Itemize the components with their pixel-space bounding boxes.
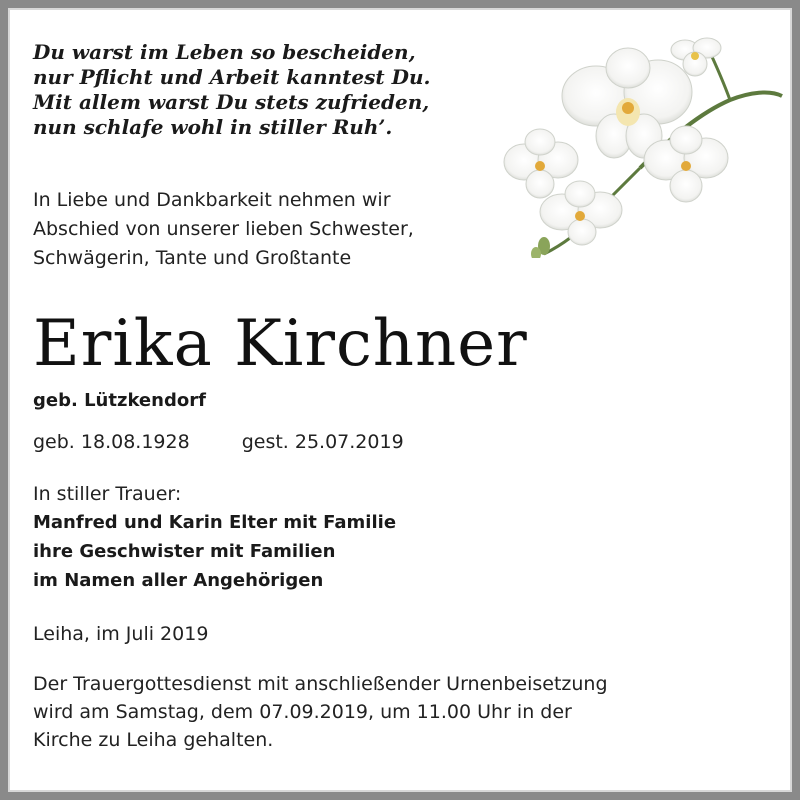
mourner-line: Manfred und Karin Elter mit Familie xyxy=(33,512,397,533)
funeral-service-notice xyxy=(33,670,773,754)
memorial-poem xyxy=(33,40,553,140)
maiden-name: geb. Lützkendorf xyxy=(33,390,206,411)
place-and-date: Leiha, im Juli 2019 xyxy=(33,623,209,645)
intro-line: In Liebe und Dankbarkeit nehmen wir xyxy=(33,189,391,211)
intro-line: Schwägerin, Tante und Großtante xyxy=(33,247,352,269)
poem-line: Mit allem warst Du stets zufrieden, xyxy=(33,90,430,114)
farewell-intro xyxy=(33,186,553,273)
service-line: Der Trauergottesdienst mit anschließender Urnenbeisetzung xyxy=(33,673,608,695)
mourners-list xyxy=(33,508,396,595)
life-dates xyxy=(33,428,404,456)
service-line: wird am Samstag, dem 07.09.2019, um 11.00 Uhr in der xyxy=(33,701,572,723)
mourners-intro: In stiller Trauer: xyxy=(33,483,182,505)
deceased-name: Erika Kirchner xyxy=(33,307,528,381)
service-line: Kirche zu Leiha gehalten. xyxy=(33,729,274,751)
intro-line: Abschied von unserer lieben Schwester, xyxy=(33,218,414,240)
poem-line: nun schlafe wohl in stiller Ruh’. xyxy=(33,115,393,139)
birth-date: geb. 18.08.1928 xyxy=(33,431,190,453)
mourner-line: im Namen aller Angehörigen xyxy=(33,570,324,591)
mourner-line: ihre Geschwister mit Familien xyxy=(33,541,336,562)
poem-line: nur Pflicht und Arbeit kanntest Du. xyxy=(33,65,431,89)
death-date: gest. 25.07.2019 xyxy=(241,431,404,453)
poem-line: Du warst im Leben so bescheiden, xyxy=(33,40,416,64)
